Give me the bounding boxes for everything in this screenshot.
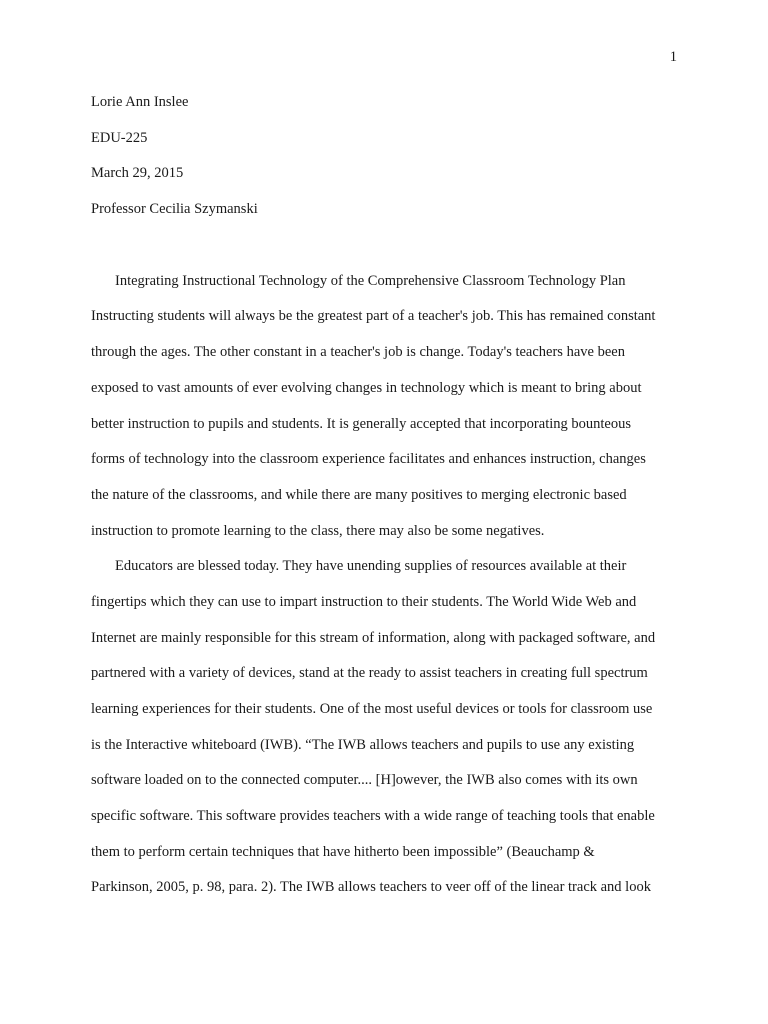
text-line: specific software. This software provides teachers with a wide range of teaching tools that enable — [91, 808, 655, 825]
paragraph-1 — [91, 306, 677, 556]
text-line: exposed to vast amounts of ever evolving changes in technology which is meant to bring about — [91, 379, 642, 396]
blank-line — [91, 235, 677, 271]
document-body — [91, 92, 677, 913]
document-date: March 29, 2015 — [91, 165, 184, 182]
text-line: Parkinson, 2005, p. 98, para. 2). The IWB allows teachers to veer off of the linear track and look — [91, 879, 651, 896]
page-number: 1 — [669, 49, 677, 65]
course-code: EDU-225 — [91, 129, 148, 146]
paragraph-2 — [91, 556, 677, 913]
text-line: learning experiences for their students. One of the most useful devices or tools for classroom use — [91, 701, 653, 717]
text-line: Educators are blessed today. They have unending supplies of resources available at their — [115, 558, 627, 575]
text-line: them to perform certain techniques that have hitherto been impossible” (Beauchamp & — [91, 843, 595, 860]
text-line: through the ages. The other constant in a teacher's job is change. Today's teachers have been — [91, 344, 625, 361]
text-line: partnered with a variety of devices, stand at the ready to assist teachers in creating full spectrum — [91, 665, 648, 682]
text-line: is the Interactive whiteboard (IWB). “The IWB allows teachers and pupils to use any existing — [91, 736, 635, 753]
professor-name: Professor Cecilia Szymanski — [91, 201, 258, 218]
text-line: the nature of the classrooms, and while there are many positives to merging electronic based — [91, 486, 627, 503]
document-title: Integrating Instructional Technology of the Comprehensive Classroom Technology Plan — [115, 272, 626, 289]
text-line: fingertips which they can use to impart instruction to their students. The World Wide Web and — [91, 593, 637, 610]
text-line: Instructing students will always be the greatest part of a teacher's job. This has remained constant — [91, 308, 656, 325]
text-line: instruction to promote learning to the class, there may also be some negatives. — [91, 522, 545, 539]
text-line: Internet are mainly responsible for this stream of information, along with packaged software, and — [91, 629, 656, 646]
author-name: Lorie Ann Inslee — [91, 94, 189, 110]
text-line: software loaded on to the connected computer.... [H]owever, the IWB also comes with its own — [91, 772, 638, 789]
text-line: forms of technology into the classroom experience facilitates and enhances instruction, changes — [91, 451, 646, 468]
text-line: better instruction to pupils and students. It is generally accepted that incorporating bounteous — [91, 415, 631, 432]
